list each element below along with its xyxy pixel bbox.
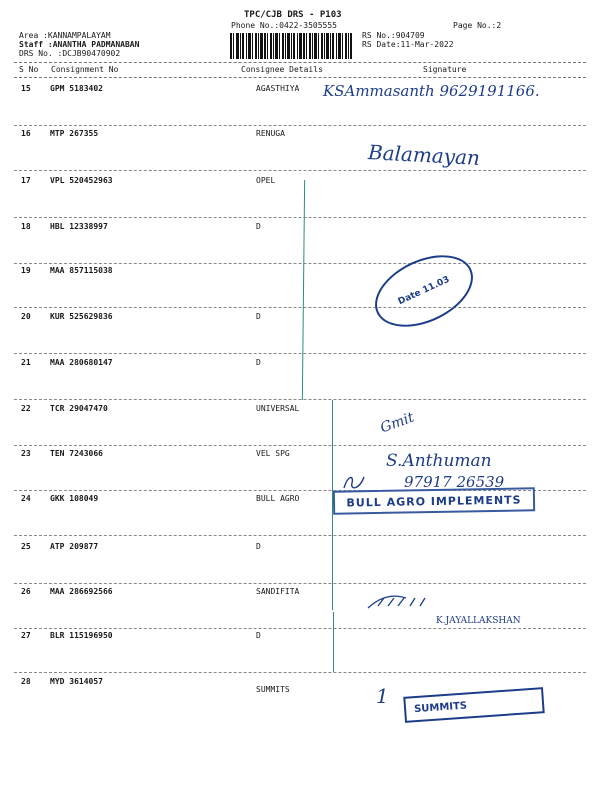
row-sno: 16 [21, 129, 31, 138]
barcode [230, 33, 352, 59]
signature-row-23-name: S.Anthuman [386, 451, 492, 471]
row-divider [14, 535, 586, 536]
row-consignment: MAA 280680147 [50, 358, 113, 367]
summits-stamp: SUMMITS [403, 687, 544, 723]
table-row [0, 404, 600, 452]
table-row [0, 176, 600, 224]
row-divider [14, 583, 586, 584]
signature-row-26-mark [366, 590, 436, 612]
signature-row-22: Gmit [378, 409, 417, 437]
table-row [0, 312, 600, 360]
row-consignee: D [256, 358, 261, 367]
row-consignee: D [256, 312, 261, 321]
drs-number: DRS No. :DCJB90470902 [19, 49, 121, 58]
signature-row-26-name: K.JAYALLAKSHAN [436, 616, 521, 626]
row-consignee: SANDIFITA [256, 587, 300, 596]
row-divider [14, 170, 586, 171]
page-title: TPC/CJB DRS - P103 [244, 10, 342, 20]
row-sno: 26 [21, 587, 31, 596]
header-divider-top [14, 62, 586, 63]
row-divider [14, 353, 586, 354]
table-row [0, 631, 600, 679]
col-consignment: Consignment No [51, 65, 119, 74]
row-divider [14, 628, 586, 629]
row-consignee: AGASTHIYA [256, 84, 300, 93]
table-row [0, 129, 600, 177]
row-consignment: TCR 29047470 [50, 404, 108, 413]
row-consignee: D [256, 631, 261, 640]
row-sno: 24 [21, 494, 31, 503]
row-consignment: ATP 209877 [50, 542, 99, 551]
row-consignee: OPEL [256, 176, 276, 185]
row-sno: 18 [21, 222, 31, 231]
col-sno: S No [19, 65, 39, 74]
row-sno: 17 [21, 176, 31, 185]
row-consignee: D [256, 222, 261, 231]
header-divider-bottom [14, 77, 586, 78]
row-sno: 19 [21, 266, 31, 275]
row-sno: 28 [21, 677, 31, 686]
row-consignment: TEN 7243066 [50, 449, 103, 458]
row-divider [14, 399, 586, 400]
row-consignment: MAA 857115038 [50, 266, 113, 275]
col-consignee: Consignee Details [241, 65, 323, 74]
row-divider [14, 263, 586, 264]
row-consignment: GPM 5183402 [50, 84, 103, 93]
row-consignment: BLR 115196950 [50, 631, 113, 640]
row-sno: 23 [21, 449, 31, 458]
round-stamp: Date 11.03 [364, 241, 484, 341]
row-consignee: SUMMITS [256, 685, 290, 694]
row-consignee: RENUGA [256, 129, 285, 138]
signature-row-23-phone: 97917 26539 [404, 473, 505, 491]
area-label: Area :KANNAMPALAYAM [19, 31, 111, 40]
phone-number: Phone No.:0422-3505555 [231, 21, 337, 30]
row-consignment: MAA 286692566 [50, 587, 113, 596]
table-row [0, 222, 600, 270]
staff-label: Staff :ANANTHA PADMANABAN [19, 40, 140, 49]
row-consignee: VEL SPG [256, 449, 290, 458]
row-divider [14, 307, 586, 308]
row-divider [14, 672, 586, 673]
row-sno: 22 [21, 404, 31, 413]
row-consignee: BULL AGRO [256, 494, 300, 503]
row-sno: 20 [21, 312, 31, 321]
row-sno: 15 [21, 84, 31, 93]
row-consignment: KUR 525629836 [50, 312, 113, 321]
row-consignment: GKK 108049 [50, 494, 99, 503]
pen-line [333, 612, 334, 672]
row-divider [14, 125, 586, 126]
col-signature: Signature [423, 65, 467, 74]
page-number: Page No.:2 [453, 21, 502, 30]
row-sno: 21 [21, 358, 31, 367]
row-consignment: MTP 267355 [50, 129, 99, 138]
row-consignment: VPL 520452963 [50, 176, 113, 185]
row-sno: 25 [21, 542, 31, 551]
row-consignee: D [256, 542, 261, 551]
table-row [0, 358, 600, 406]
table-row [0, 587, 600, 635]
rs-date: RS Date:11-Mar-2022 [362, 40, 454, 49]
row-consignment: MYD 3614057 [50, 677, 103, 686]
signature-row-15: KSAmmasanth 9629191166. [323, 82, 540, 100]
row-sno: 27 [21, 631, 31, 640]
row-consignment: HBL 12338997 [50, 222, 108, 231]
row-divider [14, 445, 586, 446]
rs-number: RS No.:904709 [362, 31, 425, 40]
row-consignee: UNIVERSAL [256, 404, 300, 413]
signature-row-28-mark: 1 [376, 684, 389, 708]
table-row [0, 542, 600, 590]
signature-row-16: Balamayan [367, 140, 481, 170]
company-stamp: BULL AGRO IMPLEMENTS [333, 487, 535, 515]
table-row [0, 266, 600, 314]
row-divider [14, 217, 586, 218]
